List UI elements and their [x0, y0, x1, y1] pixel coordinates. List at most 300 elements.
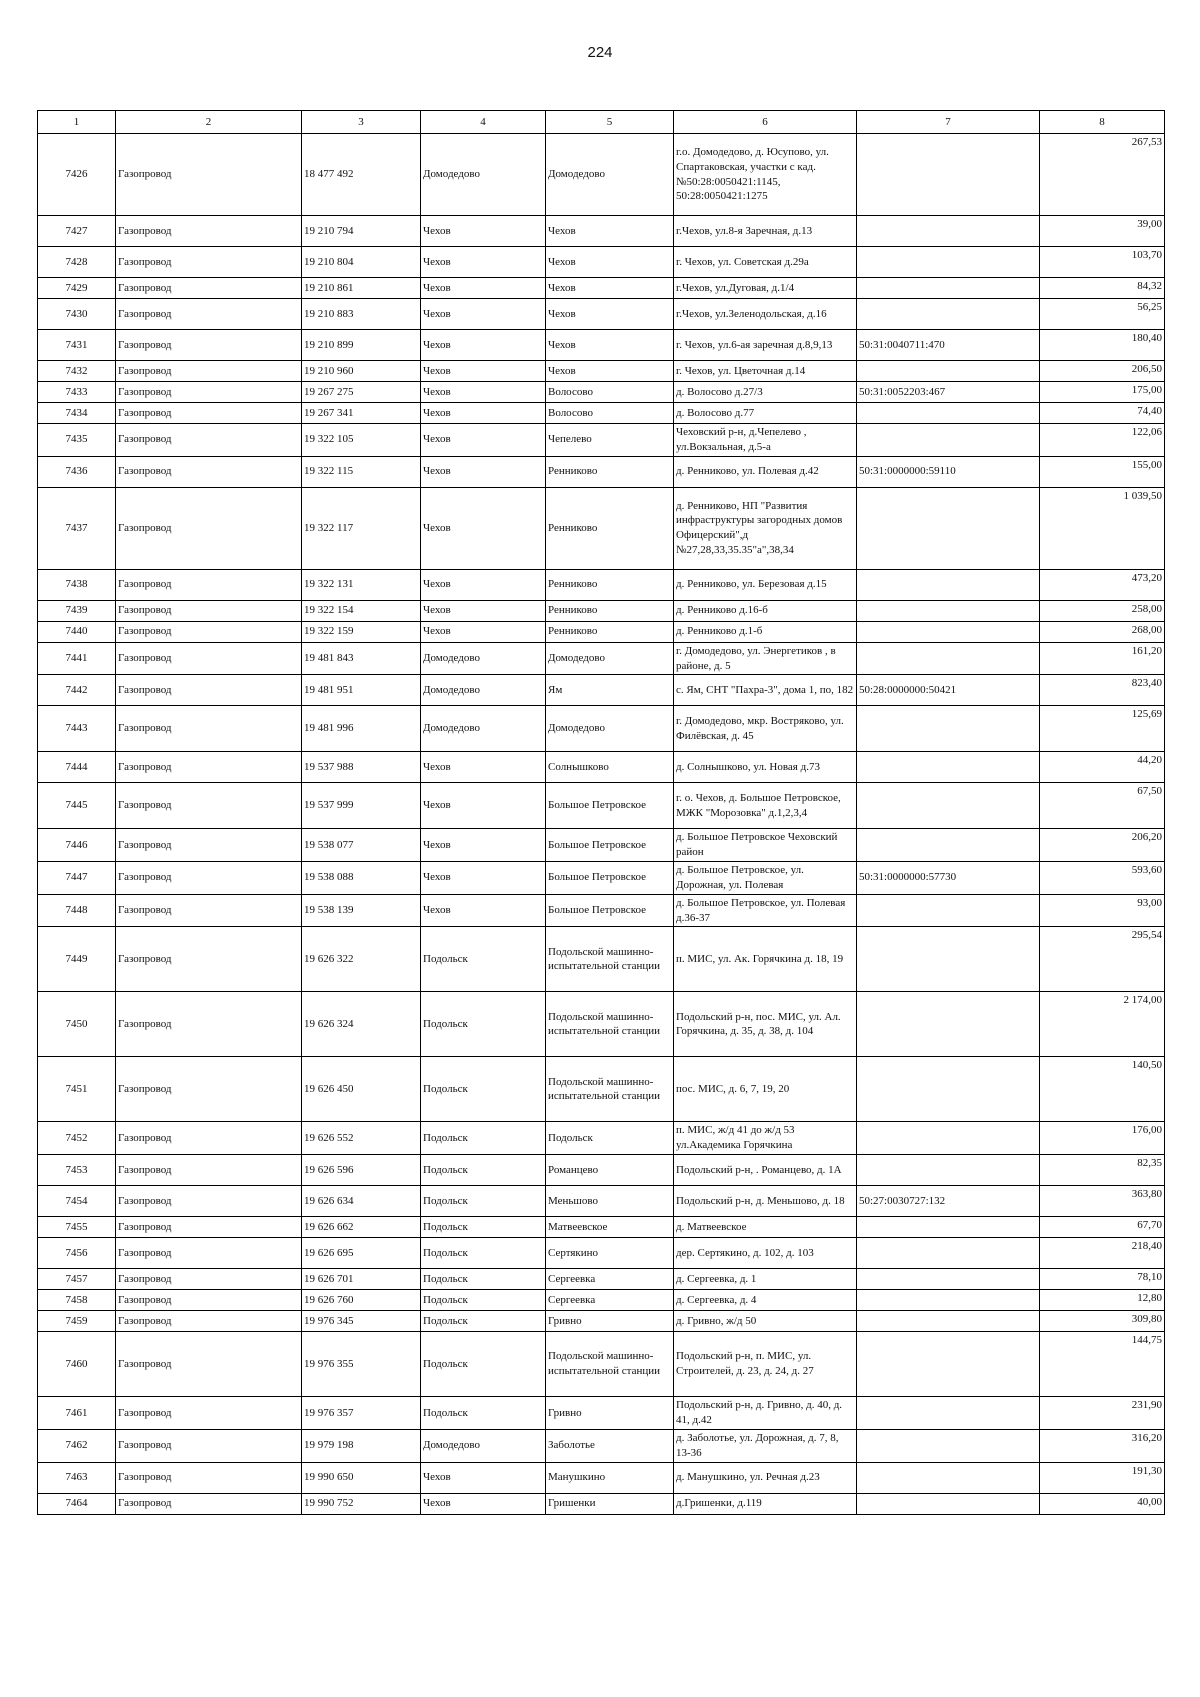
cell-row-number: 7462: [38, 1429, 116, 1462]
cell-inventory-number: 19 626 634: [302, 1186, 421, 1217]
cell-municipality: Подольск: [421, 1217, 546, 1238]
cell-municipality: Чехов: [421, 330, 546, 361]
cell-address: д. Большое Петровское, ул. Полевая д.36-37: [674, 894, 857, 927]
cell-cadastral-number: [857, 1290, 1040, 1311]
cell-cadastral-number: [857, 299, 1040, 330]
cell-settlement: Чехов: [546, 216, 674, 247]
cell-cadastral-number: [857, 1238, 1040, 1269]
cell-object-name: Газопровод: [116, 862, 302, 895]
cell-cadastral-number: [857, 247, 1040, 278]
cell-inventory-number: 19 322 154: [302, 600, 421, 621]
column-header-6: 6: [674, 111, 857, 134]
cell-municipality: Чехов: [421, 829, 546, 862]
cell-address: д. Заболотье, ул. Дорожная, д. 7, 8, 13-36: [674, 1429, 857, 1462]
cell-municipality: Чехов: [421, 783, 546, 829]
cell-municipality: Чехов: [421, 600, 546, 621]
cell-cadastral-number: [857, 752, 1040, 783]
cell-address: д. Гривно, ж/д 50: [674, 1311, 857, 1332]
cell-row-number: 7426: [38, 134, 116, 216]
cell-inventory-number: 19 322 159: [302, 621, 421, 642]
cell-length-value: 103,70: [1040, 247, 1165, 278]
cell-municipality: Чехов: [421, 382, 546, 403]
table-row: [38, 1269, 1165, 1290]
cell-object-name: Газопровод: [116, 216, 302, 247]
column-header-2: 2: [116, 111, 302, 134]
cell-settlement: Ям: [546, 675, 674, 706]
table-row: [38, 1397, 1165, 1430]
cell-row-number: 7455: [38, 1217, 116, 1238]
cell-cadastral-number: [857, 706, 1040, 752]
cell-cadastral-number: [857, 1057, 1040, 1122]
cell-row-number: 7458: [38, 1290, 116, 1311]
cell-settlement: Заболотье: [546, 1429, 674, 1462]
table-row: [38, 247, 1165, 278]
cell-object-name: Газопровод: [116, 829, 302, 862]
cell-settlement: Сергеевка: [546, 1269, 674, 1290]
cell-address: д. Сергеевка, д. 4: [674, 1290, 857, 1311]
cell-municipality: Подольск: [421, 1122, 546, 1155]
cell-inventory-number: 19 210 794: [302, 216, 421, 247]
cell-municipality: Подольск: [421, 1290, 546, 1311]
cell-cadastral-number: [857, 1462, 1040, 1493]
cell-row-number: 7437: [38, 487, 116, 569]
cell-length-value: 2 174,00: [1040, 992, 1165, 1057]
table-row: [38, 1311, 1165, 1332]
cell-row-number: 7452: [38, 1122, 116, 1155]
cell-settlement: Чехов: [546, 299, 674, 330]
cell-address: г.Чехов, ул.Зеленодольская, д.16: [674, 299, 857, 330]
cell-length-value: 12,80: [1040, 1290, 1165, 1311]
cell-row-number: 7438: [38, 569, 116, 600]
cell-row-number: 7459: [38, 1311, 116, 1332]
column-header-4: 4: [421, 111, 546, 134]
table-row: [38, 783, 1165, 829]
cell-length-value: 74,40: [1040, 403, 1165, 424]
cell-settlement: Подольской машинно-испытательной станции: [546, 927, 674, 992]
cell-address: д. Большое Петровское Чеховский район: [674, 829, 857, 862]
cell-municipality: Подольск: [421, 1155, 546, 1186]
cell-settlement: Ренниково: [546, 569, 674, 600]
cell-inventory-number: 19 537 999: [302, 783, 421, 829]
table-row: [38, 361, 1165, 382]
cell-object-name: Газопровод: [116, 1493, 302, 1514]
table-row: [38, 1057, 1165, 1122]
cell-settlement: Волосово: [546, 382, 674, 403]
cell-cadastral-number: [857, 424, 1040, 457]
cell-address: Чеховский р-н, д.Чепелево , ул.Вокзальная, д.5-а: [674, 424, 857, 457]
cell-length-value: 39,00: [1040, 216, 1165, 247]
cell-row-number: 7446: [38, 829, 116, 862]
cell-length-value: 161,20: [1040, 642, 1165, 675]
cell-length-value: 206,50: [1040, 361, 1165, 382]
table-row: [38, 134, 1165, 216]
cell-cadastral-number: [857, 1122, 1040, 1155]
cell-object-name: Газопровод: [116, 1311, 302, 1332]
cell-object-name: Газопровод: [116, 1462, 302, 1493]
cell-address: г. Чехов, ул. Цветочная д.14: [674, 361, 857, 382]
cell-settlement: Ренниково: [546, 600, 674, 621]
cell-settlement: Ренниково: [546, 621, 674, 642]
table-row: [38, 1238, 1165, 1269]
cell-inventory-number: 19 979 198: [302, 1429, 421, 1462]
cell-length-value: 363,80: [1040, 1186, 1165, 1217]
cell-address: пос. МИС, д. 6, 7, 19, 20: [674, 1057, 857, 1122]
cell-cadastral-number: [857, 487, 1040, 569]
cell-length-value: 56,25: [1040, 299, 1165, 330]
cell-address: г. о. Чехов, д. Большое Петровское, МЖК "Морозовка" д.1,2,3,4: [674, 783, 857, 829]
cell-row-number: 7464: [38, 1493, 116, 1514]
cell-municipality: Чехов: [421, 569, 546, 600]
cell-object-name: Газопровод: [116, 1217, 302, 1238]
cell-length-value: 473,20: [1040, 569, 1165, 600]
cell-inventory-number: 19 210 861: [302, 278, 421, 299]
cell-object-name: Газопровод: [116, 134, 302, 216]
cell-settlement: Меньшово: [546, 1186, 674, 1217]
cell-inventory-number: 19 322 105: [302, 424, 421, 457]
cell-length-value: 122,06: [1040, 424, 1165, 457]
cell-object-name: Газопровод: [116, 600, 302, 621]
cell-settlement: Сергеевка: [546, 1290, 674, 1311]
table-row: [38, 424, 1165, 457]
cell-inventory-number: 19 322 115: [302, 456, 421, 487]
cell-object-name: Газопровод: [116, 992, 302, 1057]
table-row: [38, 706, 1165, 752]
cell-municipality: Подольск: [421, 992, 546, 1057]
cell-row-number: 7433: [38, 382, 116, 403]
cell-object-name: Газопровод: [116, 706, 302, 752]
cell-address: д. Матвеевское: [674, 1217, 857, 1238]
cell-address: Подольский р-н, д. Гривно, д. 40, д. 41, д.42: [674, 1397, 857, 1430]
table-row: [38, 1429, 1165, 1462]
table-row: [38, 403, 1165, 424]
cell-length-value: 176,00: [1040, 1122, 1165, 1155]
cell-object-name: Газопровод: [116, 642, 302, 675]
cell-settlement: Сертякино: [546, 1238, 674, 1269]
cell-address: Подольский р-н, д. Меньшово, д. 18: [674, 1186, 857, 1217]
cell-settlement: Гривно: [546, 1311, 674, 1332]
cell-municipality: Подольск: [421, 927, 546, 992]
table-row: [38, 894, 1165, 927]
cell-address: д. Ренниково, НП "Развития инфраструктуры загородных домов Офицерский",д №27,28,33,35.35"а",38,34: [674, 487, 857, 569]
cell-address: г.Чехов, ул.Дуговая, д.1/4: [674, 278, 857, 299]
cell-length-value: 93,00: [1040, 894, 1165, 927]
cell-cadastral-number: [857, 1311, 1040, 1332]
cell-row-number: 7443: [38, 706, 116, 752]
cell-municipality: Чехов: [421, 752, 546, 783]
cell-inventory-number: 18 477 492: [302, 134, 421, 216]
cell-cadastral-number: [857, 1397, 1040, 1430]
cell-municipality: Подольск: [421, 1186, 546, 1217]
cell-inventory-number: 19 976 355: [302, 1332, 421, 1397]
cell-length-value: 593,60: [1040, 862, 1165, 895]
cell-object-name: Газопровод: [116, 487, 302, 569]
cell-inventory-number: 19 538 077: [302, 829, 421, 862]
cell-municipality: Чехов: [421, 894, 546, 927]
table-row: [38, 382, 1165, 403]
cell-inventory-number: 19 626 322: [302, 927, 421, 992]
cell-cadastral-number: [857, 600, 1040, 621]
cell-municipality: Домодедово: [421, 642, 546, 675]
cell-object-name: Газопровод: [116, 621, 302, 642]
cell-cadastral-number: [857, 894, 1040, 927]
cell-inventory-number: 19 210 883: [302, 299, 421, 330]
cell-address: д. Манушкино, ул. Речная д.23: [674, 1462, 857, 1493]
cell-address: г.Чехов, ул.8-я Заречная, д.13: [674, 216, 857, 247]
cell-length-value: 295,54: [1040, 927, 1165, 992]
cell-municipality: Чехов: [421, 403, 546, 424]
cell-length-value: 1 039,50: [1040, 487, 1165, 569]
cell-object-name: Газопровод: [116, 1238, 302, 1269]
cell-row-number: 7450: [38, 992, 116, 1057]
table-body: [38, 134, 1165, 1515]
cell-object-name: Газопровод: [116, 361, 302, 382]
table-row: [38, 216, 1165, 247]
cell-row-number: 7453: [38, 1155, 116, 1186]
cell-settlement: Манушкино: [546, 1462, 674, 1493]
cell-municipality: Чехов: [421, 1493, 546, 1514]
cell-address: г. Домодедово, мкр. Востряково, ул. Филёвская, д. 45: [674, 706, 857, 752]
column-header-3: 3: [302, 111, 421, 134]
cell-object-name: Газопровод: [116, 330, 302, 361]
cell-address: д. Ренниково, ул. Полевая д.42: [674, 456, 857, 487]
cell-inventory-number: 19 976 345: [302, 1311, 421, 1332]
cell-object-name: Газопровод: [116, 382, 302, 403]
cell-address: г. Чехов, ул. Советская д.29а: [674, 247, 857, 278]
cell-object-name: Газопровод: [116, 403, 302, 424]
table-row: [38, 600, 1165, 621]
cell-length-value: 78,10: [1040, 1269, 1165, 1290]
cell-row-number: 7451: [38, 1057, 116, 1122]
table-row: [38, 1155, 1165, 1186]
cell-inventory-number: 19 210 804: [302, 247, 421, 278]
cell-inventory-number: 19 626 324: [302, 992, 421, 1057]
cell-length-value: 231,90: [1040, 1397, 1165, 1430]
cell-settlement: Домодедово: [546, 706, 674, 752]
cell-row-number: 7432: [38, 361, 116, 382]
cell-address: д. Солнышково, ул. Новая д.73: [674, 752, 857, 783]
cell-length-value: 125,69: [1040, 706, 1165, 752]
cell-length-value: 67,70: [1040, 1217, 1165, 1238]
cell-cadastral-number: [857, 216, 1040, 247]
cell-municipality: Подольск: [421, 1238, 546, 1269]
cell-inventory-number: 19 990 650: [302, 1462, 421, 1493]
cell-row-number: 7448: [38, 894, 116, 927]
cell-row-number: 7461: [38, 1397, 116, 1430]
cell-row-number: 7441: [38, 642, 116, 675]
cell-object-name: Газопровод: [116, 1057, 302, 1122]
cell-cadastral-number: [857, 1217, 1040, 1238]
cell-length-value: 218,40: [1040, 1238, 1165, 1269]
cell-settlement: Домодедово: [546, 642, 674, 675]
cell-length-value: 823,40: [1040, 675, 1165, 706]
table-row: [38, 1462, 1165, 1493]
cell-inventory-number: 19 322 117: [302, 487, 421, 569]
cell-settlement: Чехов: [546, 330, 674, 361]
cell-settlement: Гришенки: [546, 1493, 674, 1514]
cell-inventory-number: 19 976 357: [302, 1397, 421, 1430]
cell-address: п. МИС, ул. Ак. Горячкина д. 18, 19: [674, 927, 857, 992]
cell-length-value: 191,30: [1040, 1462, 1165, 1493]
table-row: [38, 752, 1165, 783]
cell-length-value: 155,00: [1040, 456, 1165, 487]
cell-municipality: Домодедово: [421, 1429, 546, 1462]
cell-object-name: Газопровод: [116, 247, 302, 278]
column-header-5: 5: [546, 111, 674, 134]
cell-object-name: Газопровод: [116, 783, 302, 829]
page-number: 224: [587, 44, 613, 61]
cell-inventory-number: 19 210 899: [302, 330, 421, 361]
cell-length-value: 40,00: [1040, 1493, 1165, 1514]
cell-object-name: Газопровод: [116, 1332, 302, 1397]
cell-settlement: Чехов: [546, 361, 674, 382]
cell-length-value: 258,00: [1040, 600, 1165, 621]
cell-cadastral-number: [857, 1429, 1040, 1462]
cell-object-name: Газопровод: [116, 299, 302, 330]
cell-cadastral-number: [857, 1493, 1040, 1514]
cell-inventory-number: 19 626 662: [302, 1217, 421, 1238]
cell-object-name: Газопровод: [116, 1269, 302, 1290]
cell-municipality: Домодедово: [421, 706, 546, 752]
cell-object-name: Газопровод: [116, 569, 302, 600]
table-row: [38, 1217, 1165, 1238]
cell-row-number: 7428: [38, 247, 116, 278]
cell-municipality: Чехов: [421, 361, 546, 382]
cell-length-value: 309,80: [1040, 1311, 1165, 1332]
cell-municipality: Чехов: [421, 247, 546, 278]
cell-address: д. Ренниково д.1-б: [674, 621, 857, 642]
cell-row-number: 7430: [38, 299, 116, 330]
cell-row-number: 7447: [38, 862, 116, 895]
cell-length-value: 268,00: [1040, 621, 1165, 642]
cell-row-number: 7445: [38, 783, 116, 829]
cell-settlement: Домодедово: [546, 134, 674, 216]
cell-settlement: Подольск: [546, 1122, 674, 1155]
cell-inventory-number: 19 481 843: [302, 642, 421, 675]
cell-inventory-number: 19 481 996: [302, 706, 421, 752]
cell-object-name: Газопровод: [116, 752, 302, 783]
cell-row-number: 7439: [38, 600, 116, 621]
cell-settlement: Ренниково: [546, 487, 674, 569]
cell-municipality: Подольск: [421, 1057, 546, 1122]
cell-cadastral-number: [857, 1155, 1040, 1186]
registry-table: [37, 110, 1165, 1515]
cell-address: д. Большое Петровское, ул. Дорожная, ул. Полевая: [674, 862, 857, 895]
cell-row-number: 7435: [38, 424, 116, 457]
cell-address: д. Ренниково д.16-б: [674, 600, 857, 621]
cell-inventory-number: 19 626 695: [302, 1238, 421, 1269]
cell-inventory-number: 19 626 450: [302, 1057, 421, 1122]
cell-address: Подольский р-н, пос. МИС, ул. Ал. Горячкина, д. 35, д. 38, д. 104: [674, 992, 857, 1057]
cell-settlement: Большое Петровское: [546, 862, 674, 895]
table-row: [38, 1290, 1165, 1311]
cell-length-value: 140,50: [1040, 1057, 1165, 1122]
cell-cadastral-number: [857, 1269, 1040, 1290]
table-row: [38, 927, 1165, 992]
cell-address: п. МИС, ж/д 41 до ж/д 53 ул.Академика Горячкина: [674, 1122, 857, 1155]
table-row: [38, 456, 1165, 487]
cell-length-value: 82,35: [1040, 1155, 1165, 1186]
cell-row-number: 7427: [38, 216, 116, 247]
column-header-7: 7: [857, 111, 1040, 134]
cell-object-name: Газопровод: [116, 1186, 302, 1217]
table-row: [38, 1122, 1165, 1155]
cell-municipality: Чехов: [421, 216, 546, 247]
cell-municipality: Подольск: [421, 1397, 546, 1430]
cell-address: д. Сергеевка, д. 1: [674, 1269, 857, 1290]
cell-municipality: Чехов: [421, 456, 546, 487]
cell-settlement: Чехов: [546, 247, 674, 278]
cell-municipality: Чехов: [421, 487, 546, 569]
cell-municipality: Подольск: [421, 1269, 546, 1290]
cell-inventory-number: 19 322 131: [302, 569, 421, 600]
table-row: [38, 862, 1165, 895]
cell-length-value: 144,75: [1040, 1332, 1165, 1397]
cell-address: Подольский р-н, п. МИС, ул. Строителей, д. 23, д. 24, д. 27: [674, 1332, 857, 1397]
cell-object-name: Газопровод: [116, 456, 302, 487]
cell-inventory-number: 19 210 960: [302, 361, 421, 382]
cell-inventory-number: 19 626 596: [302, 1155, 421, 1186]
cell-settlement: Большое Петровское: [546, 829, 674, 862]
cell-object-name: Газопровод: [116, 1155, 302, 1186]
cell-cadastral-number: [857, 278, 1040, 299]
cell-cadastral-number: 50:31:0040711:470: [857, 330, 1040, 361]
table-row: [38, 1186, 1165, 1217]
cell-cadastral-number: [857, 134, 1040, 216]
cell-cadastral-number: [857, 1332, 1040, 1397]
cell-row-number: 7460: [38, 1332, 116, 1397]
cell-address: д. Ренниково, ул. Березовая д.15: [674, 569, 857, 600]
cell-row-number: 7442: [38, 675, 116, 706]
cell-settlement: Чепелево: [546, 424, 674, 457]
cell-municipality: Домодедово: [421, 134, 546, 216]
cell-settlement: Романцево: [546, 1155, 674, 1186]
cell-municipality: Подольск: [421, 1332, 546, 1397]
table-row: [38, 330, 1165, 361]
cell-inventory-number: 19 626 552: [302, 1122, 421, 1155]
cell-row-number: 7434: [38, 403, 116, 424]
cell-object-name: Газопровод: [116, 1122, 302, 1155]
cell-settlement: Подольской машинно-испытательной станции: [546, 992, 674, 1057]
cell-cadastral-number: [857, 569, 1040, 600]
cell-object-name: Газопровод: [116, 675, 302, 706]
cell-municipality: Чехов: [421, 1462, 546, 1493]
cell-object-name: Газопровод: [116, 1397, 302, 1430]
cell-length-value: 316,20: [1040, 1429, 1165, 1462]
cell-address: г.о. Домодедово, д. Юсупово, ул. Спартаковская, участки с кад. №50:28:0050421:1145, 50:28:0050421:1275: [674, 134, 857, 216]
cell-row-number: 7431: [38, 330, 116, 361]
cell-row-number: 7440: [38, 621, 116, 642]
cell-row-number: 7457: [38, 1269, 116, 1290]
cell-cadastral-number: 50:31:0052203:467: [857, 382, 1040, 403]
cell-municipality: Чехов: [421, 424, 546, 457]
table-row: [38, 829, 1165, 862]
cell-cadastral-number: 50:27:0030727:132: [857, 1186, 1040, 1217]
cell-settlement: Подольской машинно-испытательной станции: [546, 1332, 674, 1397]
cell-cadastral-number: [857, 783, 1040, 829]
cell-address: д.Гришенки, д.119: [674, 1493, 857, 1514]
cell-address: д. Волосово д.27/3: [674, 382, 857, 403]
cell-object-name: Газопровод: [116, 1290, 302, 1311]
table-row: [38, 675, 1165, 706]
cell-object-name: Газопровод: [116, 1429, 302, 1462]
table-row: [38, 642, 1165, 675]
table-row: [38, 299, 1165, 330]
cell-settlement: Гривно: [546, 1397, 674, 1430]
cell-inventory-number: 19 267 275: [302, 382, 421, 403]
cell-row-number: 7449: [38, 927, 116, 992]
cell-municipality: Чехов: [421, 862, 546, 895]
cell-municipality: Домодедово: [421, 675, 546, 706]
